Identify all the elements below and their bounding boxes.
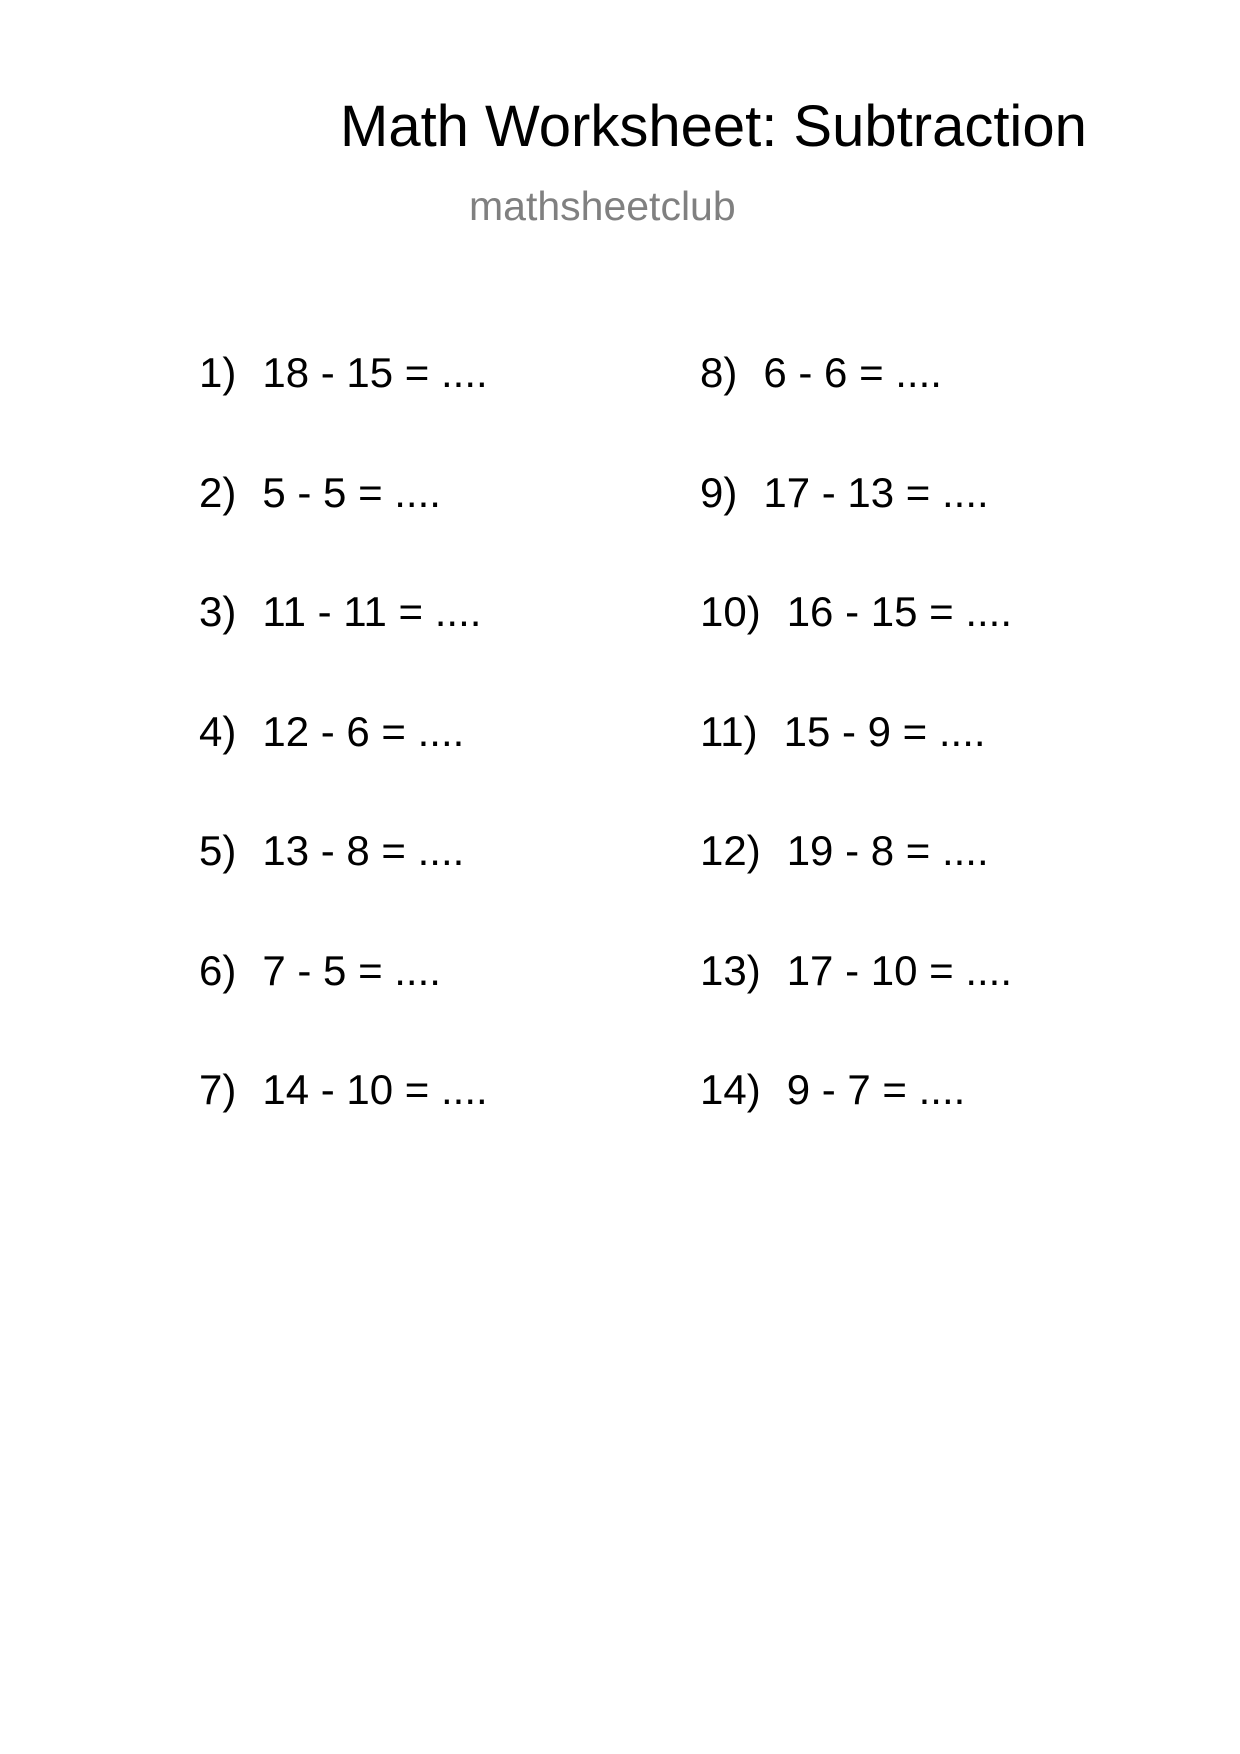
problem-expression: 16 - 15 = .... — [786, 588, 1013, 635]
problem-number: 8) — [700, 349, 738, 396]
problem-expression: 11 - 11 = .... — [262, 588, 482, 635]
problem-number: 4) — [199, 707, 237, 755]
problem-number: 14) — [700, 1066, 761, 1113]
problem-item — [199, 827, 488, 950]
problem-expression: 5 - 5 = .... — [262, 468, 441, 516]
problem-number: 11) — [700, 707, 758, 755]
problem-number: 12) — [700, 827, 761, 874]
problem-expression: 12 - 6 = .... — [262, 707, 465, 755]
problem-number: 6) — [199, 946, 237, 994]
problem-item — [700, 468, 1012, 592]
problem-expression: 14 - 10 = .... — [262, 1066, 488, 1113]
problem-item — [199, 349, 488, 472]
problem-item — [700, 588, 1013, 711]
problem-expression: 15 - 9 = .... — [783, 707, 986, 755]
problem-item — [700, 946, 1013, 1070]
problem-item — [700, 349, 1012, 472]
problem-item — [700, 827, 1012, 950]
problem-item — [700, 707, 1012, 831]
problems-column-left — [199, 349, 488, 1189]
problem-number: 5) — [199, 827, 237, 874]
problem-number: 9) — [700, 468, 738, 516]
problems-column-right — [700, 349, 1013, 1189]
problem-expression: 9 - 7 = .... — [786, 1066, 966, 1113]
problem-expression: 18 - 15 = .... — [262, 349, 488, 396]
problem-item — [199, 1066, 488, 1189]
problem-number: 10) — [700, 588, 761, 635]
problem-expression: 6 - 6 = .... — [763, 349, 942, 396]
problem-number: 7) — [199, 1066, 237, 1113]
problem-item — [199, 946, 488, 1070]
problem-number: 1) — [199, 349, 237, 396]
problem-item — [199, 588, 488, 711]
problem-item — [199, 468, 488, 592]
problem-expression: 13 - 8 = .... — [262, 827, 465, 874]
problem-item — [199, 707, 488, 831]
problem-expression: 17 - 13 = .... — [763, 468, 989, 516]
problem-expression: 19 - 8 = .... — [786, 827, 989, 874]
site-name: mathsheetclub — [469, 183, 736, 229]
problem-expression: 7 - 5 = .... — [262, 946, 441, 994]
problem-number: 2) — [199, 468, 237, 516]
problem-number: 3) — [199, 588, 237, 635]
problem-number: 13) — [700, 946, 761, 994]
problem-expression: 17 - 10 = .... — [786, 946, 1013, 994]
page-title: Math Worksheet: Subtraction — [340, 94, 1087, 159]
problem-item — [700, 1066, 1012, 1189]
